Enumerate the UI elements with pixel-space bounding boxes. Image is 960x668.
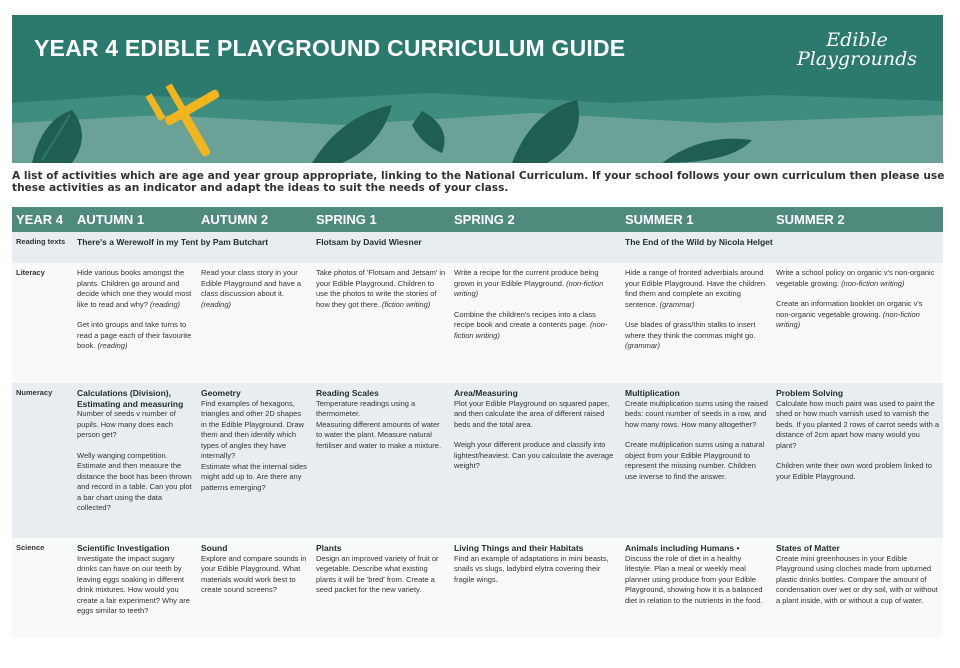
literacy-autumn-2: Read your class story in your Edible Playground and have a class discussion about it. (reading)	[197, 263, 312, 383]
literacy-autumn-1: Hide various books amongst the plants. Children go around and decide which one they would most like to read and why? (reading) Get into groups and take turns to read a page each of their favourite book. (reading)	[73, 263, 197, 383]
literacy-summer-2: Write a school policy on organic v's non-organic vegetable growing. (non-fiction writing) Create an information booklet on organic v's non-organic vegetable growing. (non-fiction writing)	[772, 263, 943, 383]
header-banner	[12, 15, 943, 163]
numeracy-summer-1: Multiplication Create multiplication sums using the raised beds: count number of seeds in a row, and how many rows. How many altogether? Create multiplication sums using a natural object from your Edible Playground to represent the missing number. Children use inverse to find the answer.	[621, 383, 772, 538]
row-label-reading: Reading texts	[12, 232, 73, 263]
column-header-autumn-1: AUTUMN 1	[73, 207, 197, 232]
science-autumn-2: Sound Explore and compare sounds in your Edible Playground. What materials would work best to create sound screens?	[197, 538, 312, 638]
literacy-summer-1: Hide a range of fronted adverbials around your Edible Playground. Have the children find them and complete an exciting sentence. (grammar) Use blades of grass/thin stalks to insert where they think the commas might go. (grammar)	[621, 263, 772, 383]
numeracy-autumn-2: Geometry Find examples of hexagons, triangles and other 2D shapes in the Edible Playground. Draw them and then identify which types of angles they have internally? Estimate what the internal sides might add up to. Are there any patterns emerging?	[197, 383, 312, 538]
reading-summer: The End of the Wild by Nicola Helget	[621, 232, 943, 263]
column-header-year: YEAR 4	[12, 207, 73, 232]
reading-autumn: There's a Werewolf in my Tent by Pam Butchart	[73, 232, 312, 263]
column-header-summer-1: SUMMER 1	[621, 207, 772, 232]
literacy-spring-1: Take photos of 'Flotsam and Jetsam' in your Edible Playground. Children to use the photos to write the stories of how they got there. (fiction writing)	[312, 263, 450, 383]
column-header-spring-1: SPRING 1	[312, 207, 450, 232]
page-title: YEAR 4 EDIBLE PLAYGROUND CURRICULUM GUIDE	[34, 35, 626, 61]
column-header-autumn-2: AUTUMN 2	[197, 207, 312, 232]
row-label-numeracy: Numeracy	[12, 383, 73, 538]
row-label-literacy: Literacy	[12, 263, 73, 383]
literacy-spring-2: Write a recipe for the current produce being grown in your Edible Playground. (non-fiction writing) Combine the children's recipes into a class recipe book and create a contents page. (non-fiction writing)	[450, 263, 621, 383]
table-row-literacy	[12, 263, 943, 383]
table-row-reading	[12, 232, 943, 263]
numeracy-spring-2: Area/Measuring Plot your Edible Playground on squared paper, and then calculate the area of different raised beds and the total area. Weigh your different produce and classify into lightest/heaviest. Can you calculate the average weight?	[450, 383, 621, 538]
numeracy-autumn-1: Calculations (Division), Estimating and measuring Number of seeds v number of pupils. How many does each person get? Welly wanging competition. Estimate and then measure the distance the boot has been thrown and record in a table. Can you plot a bar chart using the data collected?	[73, 383, 197, 538]
science-summer-1: Animals including Humans • Discuss the role of diet in a healthy lifestyle. Plan a meal or weekly meal planner using produce from your Edible Playground, showing how it is a balanced diet in relation to the nutrients in the food.	[621, 538, 772, 638]
science-spring-2: Living Things and their Habitats Find an example of adaptations in mini beasts, snails vs slugs, ladybird elytra covering their fragile wings.	[450, 538, 621, 638]
curriculum-table	[12, 207, 943, 638]
table-row-science	[12, 538, 943, 638]
column-header-spring-2: SPRING 2	[450, 207, 621, 232]
science-autumn-1: Scientific Investigation Investigate the impact sugary drinks can have on our teeth by leaving eggs soaking in different drink mixtures. How would you create a fair experiment? Why are eggs similar to teeth?	[73, 538, 197, 638]
science-summer-2: States of Matter Create mini greenhouses in your Edible Playground using cloches made from upturned plastic drinks bottles. Compare the amount of condensation over wet or dry soil, with or without a plant inside, with or without a cup of water.	[772, 538, 943, 638]
row-label-science: Science	[12, 538, 73, 638]
numeracy-spring-1: Reading Scales Temperature readings using a thermometer. Measuring different amounts of water to water the plant. Measure natural fertiliser and water to make a mixture.	[312, 383, 450, 538]
intro-text: A list of activities which are age and year group appropriate, linking to the National Curriculum. If your school follows your own curriculum then please use these activities as an indicator and adapt the ideas to suit the needs of your class.	[12, 170, 945, 194]
column-header-summer-2: SUMMER 2	[772, 207, 943, 232]
numeracy-summer-2: Problem Solving Calculate how much paint was used to paint the shed or how much varnish used to varnish the beds. If you planted 2 rows of carrot seeds with a distance of 2cm apart how many would you plant? Children write their own word problem linked to your Edible Playground.	[772, 383, 943, 538]
reading-spring: Flotsam by David Wiesner	[312, 232, 621, 263]
edible-playgrounds-logo: Edible Playgrounds	[797, 29, 917, 70]
table-header-row	[12, 207, 943, 232]
table-row-numeracy	[12, 383, 943, 538]
science-spring-1: Plants Design an improved variety of fruit or vegetable. Describe what existing plants it will be 'bred' from. Create a seed packet for the new variety.	[312, 538, 450, 638]
